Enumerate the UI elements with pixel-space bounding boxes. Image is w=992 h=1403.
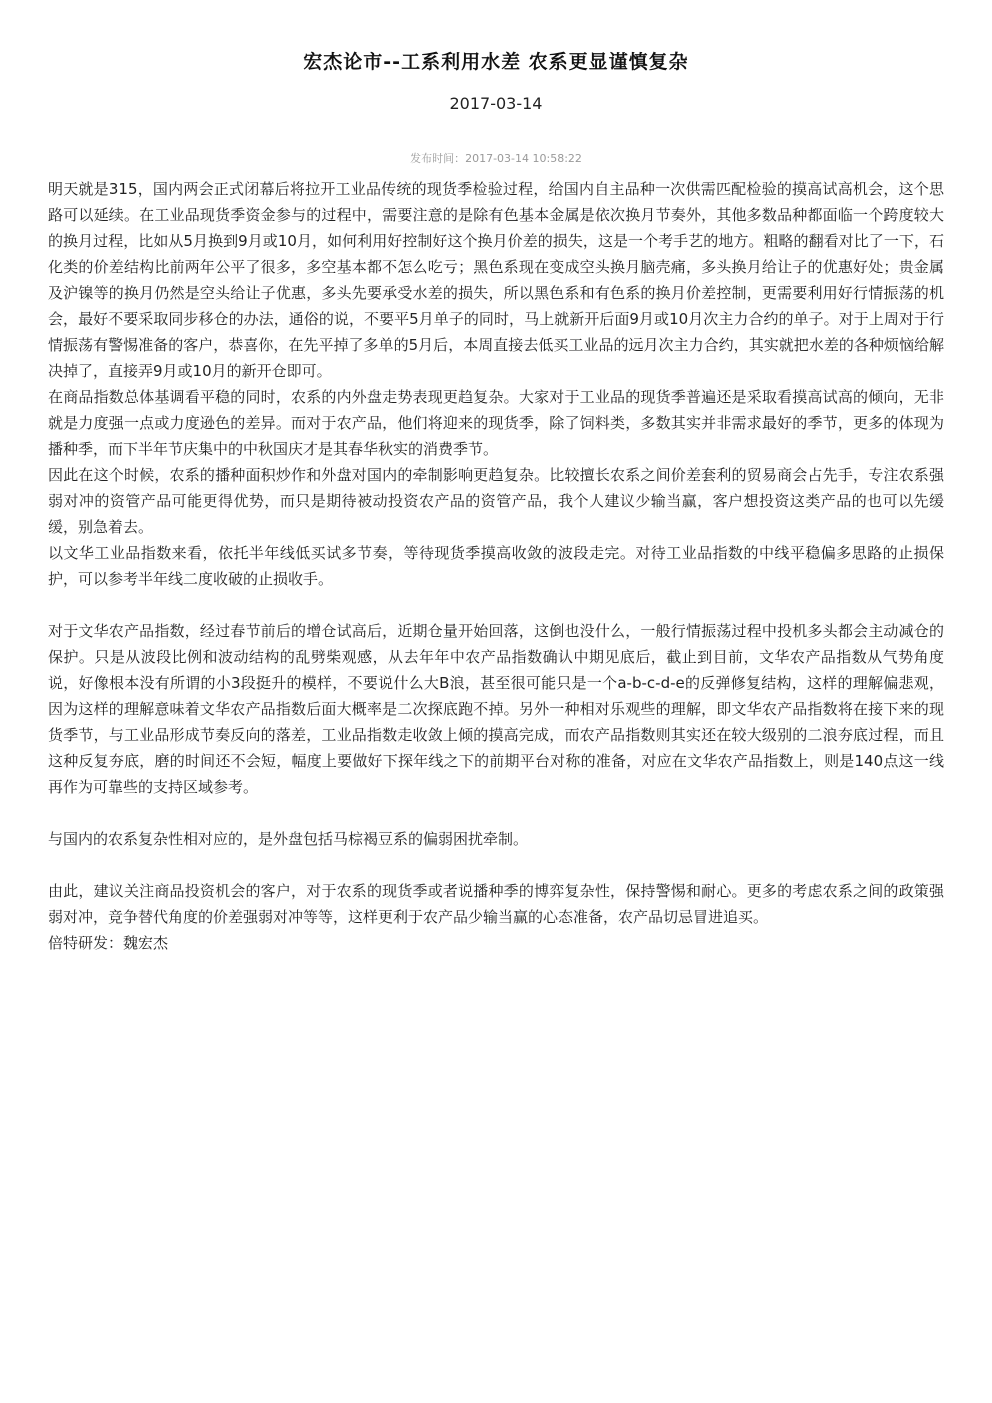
paragraph-6: 与国内的农系复杂性相对应的，是外盘包括马棕褐豆系的偏弱困扰牵制。 xyxy=(48,830,529,848)
article-author: 倍特研发：魏宏杰 xyxy=(48,934,169,952)
publish-time: 发布时间：2017-03-14 10:58:22 xyxy=(410,152,582,165)
article-title: 宏杰论市--工系利用水差 农系更显谨慎复杂 xyxy=(303,51,689,73)
paragraph-3: 因此在这个时候，农系的播种面积炒作和外盘对国内的牵制影响更趋复杂。比较擅长农系之间价差套利的贸易商会占先手，专注农系强弱对冲的资管产品可能更得优势，而只是期待被动投资农产品的资管产品，我个人建议少输当赢，客户想投资这类产品的也可以先缓缓，别急着去。 xyxy=(48,466,944,536)
paragraph-7: 由此，建议关注商品投资机会的客户，对于农系的现货季或者说播种季的博弈复杂性，保持警惕和耐心。更多的考虑农系之间的政策强弱对冲，竞争替代角度的价差强弱对冲等等，这样更利于农产品少输当赢的心态准备，农产品切忌冒进追买。 xyxy=(48,882,944,926)
paragraph-2: 在商品指数总体基调看平稳的同时，农系的内外盘走势表现更趋复杂。大家对于工业品的现货季普遍还是采取看摸高试高的倾向，无非就是力度强一点或力度逊色的差异。而对于农产品，他们将迎来的现货季，除了饲料类，多数其实并非需求最好的季节，更多的体现为播种季，而下半年节庆集中的中秋国庆才是其春华秋实的消费季节。 xyxy=(48,388,944,458)
article-body xyxy=(48,176,944,956)
paragraph-1: 明天就是315，国内两会正式闭幕后将拉开工业品传统的现货季检验过程，给国内自主品种一次供需匹配检验的摸高试高机会，这个思路可以延续。在工业品现货季资金参与的过程中，需要注意的是除有色基本金属是依次换月节奏外，其他多数品种都面临一个跨度较大的换月过程，比如从5月换到9月或10月，如何利用好控制好这个换月价差的损失，这是一个考手艺的地方。粗略的翻看对比了一下，石化类的价差结构比前两年公平了很多，多空基本都不怎么吃亏；黑色系现在变成空头换月脑壳痛，多头换月给让子的优惠好处；贵金属及沪镍等的换月仍然是空头给让子优惠，多头先要承受水差的损失，所以黑色系和有色系的换月价差控制，更需要利用好行情振荡的机会，最好不要采取同步移仓的办法，通俗的说，不要平5月单子的同时，马上就新开后面9月或10月次主力合约的单子。对于上周对于行情振荡有警惕准备的客户，恭喜你，在先平掉了多单的5月后，本周直接去低买工业品的远月次主力合约，其实就把水差的各种烦恼给解决掉了，直接弄9月或10月的新开仓即可。 xyxy=(48,180,944,380)
article-date: 2017-03-14 xyxy=(449,94,543,113)
paragraph-5: 对于文华农产品指数，经过春节前后的增仓试高后，近期仓量开始回落，这倒也没什么，一般行情振荡过程中投机多头都会主动减仓的保护。只是从波段比例和波动结构的乱劈柴观感，从去年年中农产品指数确认中期见底后，截止到目前，文华农产品指数从气势角度说，好像根本没有所谓的小3段挺升的模样，不要说什么大B浪，甚至很可能只是一个a-b-c-d-e的反弹修复结构，这样的理解偏悲观，因为这样的理解意味着文华农产品指数后面大概率是二次探底跑不掉。另外一种相对乐观些的理解，即文华农产品指数将在接下来的现货季节，与工业品形成节奏反向的落差，工业品指数走收敛上倾的摸高完成，而农产品指数则其实还在较大级别的二浪夯底过程，而且这种反复夯底，磨的时间还不会短，幅度上要做好下探年线之下的前期平台对称的准备，对应在文华农产品指数上，则是140点这一线再作为可靠些的支持区域参考。 xyxy=(48,622,944,796)
paragraph-4: 以文华工业品指数来看，依托半年线低买试多节奏，等待现货季摸高收敛的波段走完。对待工业品指数的中线平稳偏多思路的止损保护，可以参考半年线二度收破的止损收手。 xyxy=(48,544,944,588)
